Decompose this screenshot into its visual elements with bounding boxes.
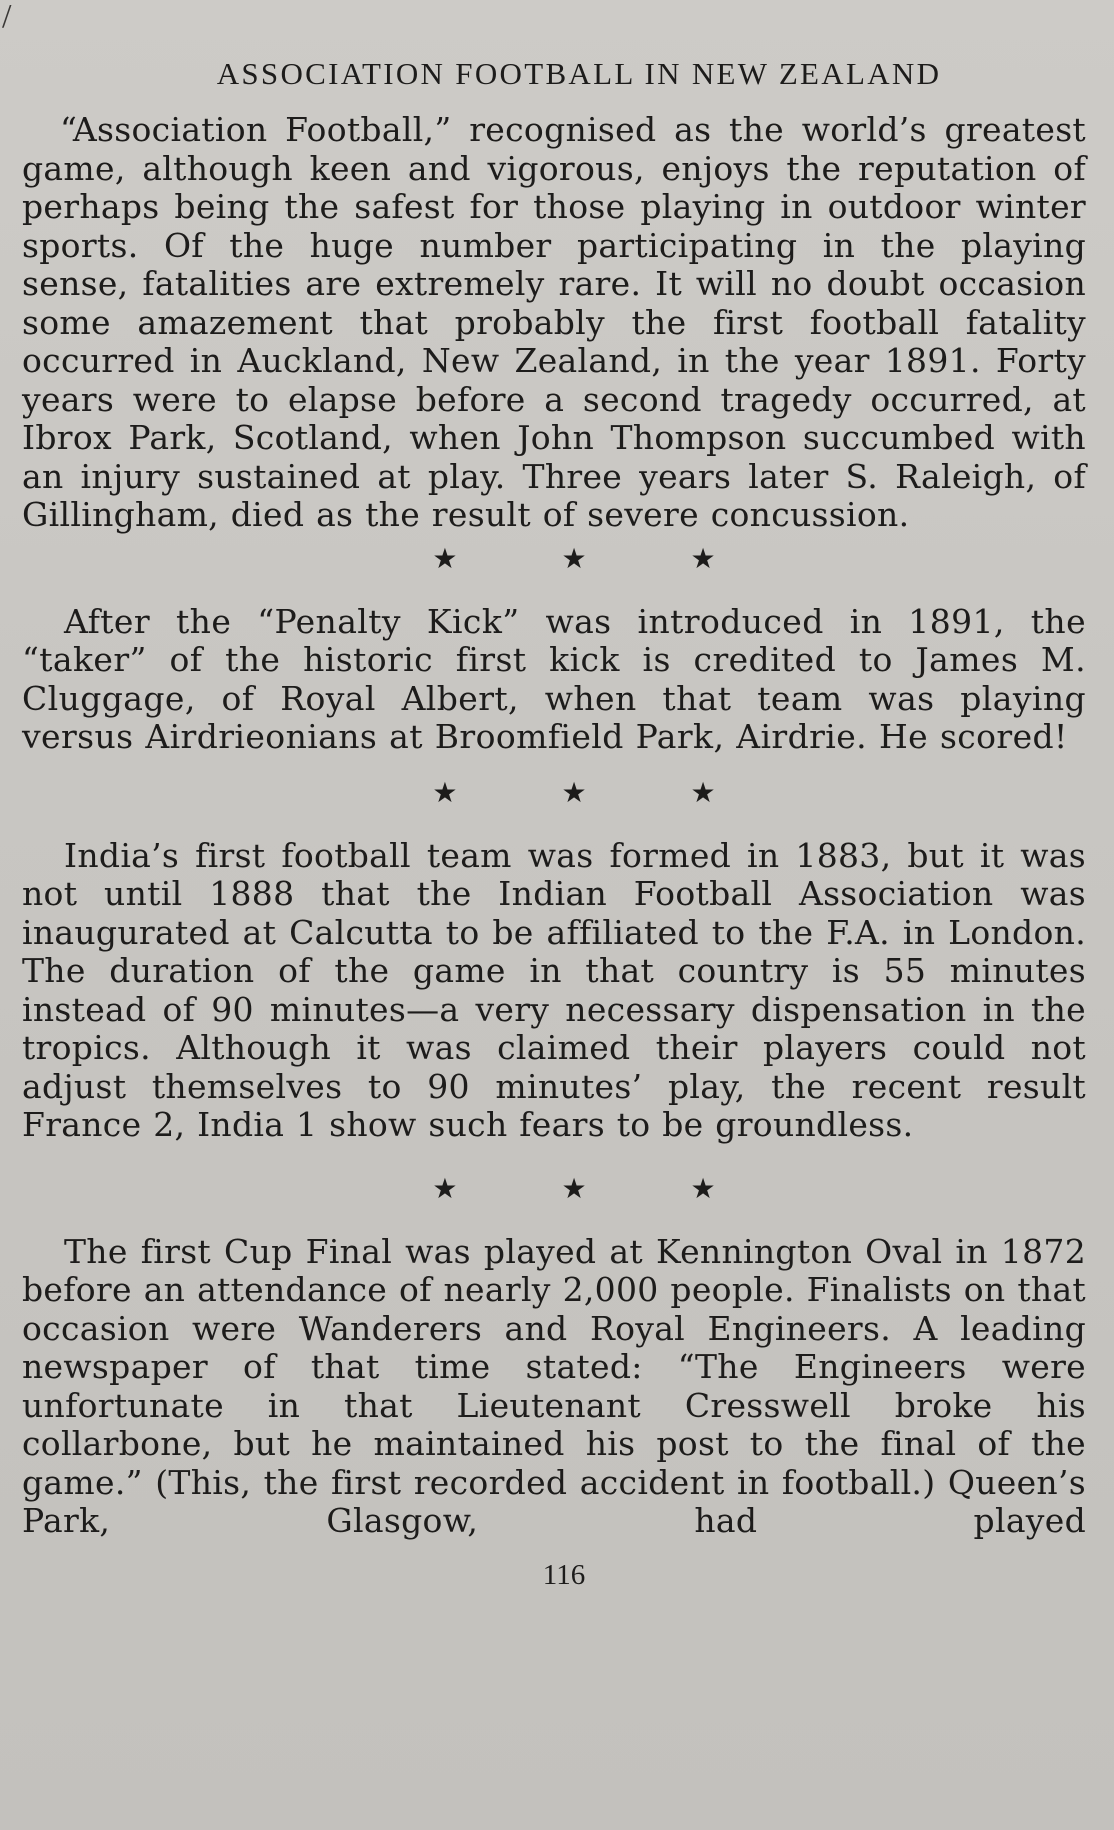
section-separator-1 (22, 541, 1086, 575)
star-icon: ★ (561, 1171, 587, 1205)
book-page (22, 48, 1086, 1748)
star-icon: ★ (561, 775, 587, 809)
star-icon: ★ (690, 541, 716, 575)
star-icon: ★ (690, 775, 716, 809)
paragraph-3: India’s first football team was formed in 1883, but it was not until 1888 that the Indian Football Association was inaugurated at Calcutta to be affiliated to the F.A. in London. The duration of the game in that country is 55 minutes instead of 90 minutes—a very necessary dispensation in the tropics. Although it was claimed their players could not adjust themselves to 90 minutes’ play, the recent result France 2, India 1 show such fears to be groundless. (22, 835, 1086, 1144)
star-icon: ★ (561, 541, 587, 575)
star-icon: ★ (432, 541, 458, 575)
section-separator-2 (22, 775, 1086, 809)
running-head: ASSOCIATION FOOTBALL IN NEW ZEALAND (216, 56, 942, 91)
star-icon: ★ (432, 1171, 458, 1205)
paragraph-2: After the “Penalty Kick” was introduced in 1891, the “taker” of the historic first kick is credited to James M. Cluggage, of Royal Albert, when that team was playing versus Airdrieonians at Broomfield Park, Airdrie. He scored! (22, 601, 1086, 756)
star-icon: ★ (432, 775, 458, 809)
paragraph-1: “Association Football,” recognised as the world’s greatest game, although keen and vigorous, enjoys the reputation of perhaps being the safest for those playing in outdoor winter sports. Of the huge number participating in the playing sense, fatalities are extremely rare. It will no doubt occasion some amazement that probably the first football fatality occurred in Auckland, New Zealand, in the year 1891. Forty years were to elapse before a second tragedy occurred, at Ibrox Park, Scotland, when John Thompson succumbed with an injury sustained at play. Three years later S. Raleigh, of Gillingham, died as the result of severe concussion. (22, 110, 1086, 534)
paragraph-4: The first Cup Final was played at Kennington Oval in 1872 before an attendance of nearly 2,000 people. Finalists on that occasion were Wanderers and Royal Engineers. A leading newspaper of that time stated: “The Engineers were unfortunate in that Lieutenant Cresswell broke his collarbone, but he maintained his post to the final of the game.” (This, the first recorded accident in football.) Queen’s Park, Glasgow, had played (22, 1231, 1086, 1540)
page-number: 116 (542, 1558, 586, 1591)
section-separator-3 (22, 1171, 1086, 1205)
star-icon: ★ (690, 1171, 716, 1205)
corner-mark: / (2, 0, 12, 35)
